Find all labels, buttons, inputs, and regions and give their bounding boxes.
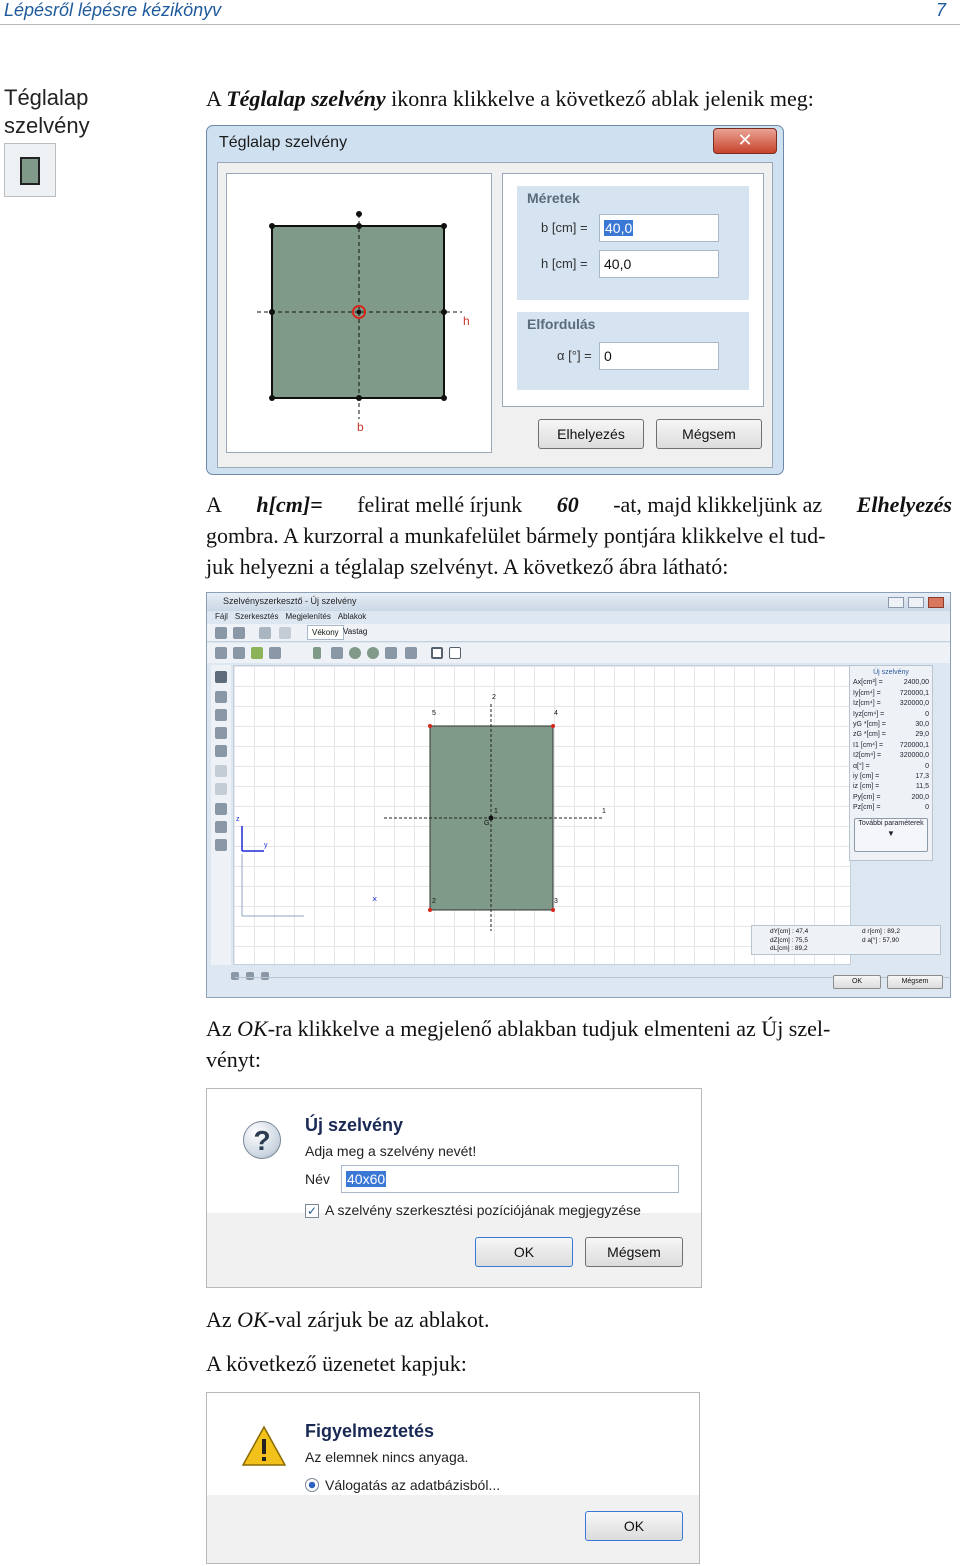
- ok-button[interactable]: OK: [585, 1511, 683, 1541]
- point-label-2: 2: [432, 898, 436, 905]
- solid-toggle-icon[interactable]: [449, 647, 461, 659]
- intro-text-2: ikonra klikkelve a következő ablak jelenik meg:: [385, 86, 814, 111]
- remember-position-checkbox[interactable]: ✓: [306, 1204, 318, 1218]
- layers-icon[interactable]: [215, 647, 227, 659]
- dialog-message: Az elemnek nincs anyaga.: [305, 1449, 469, 1465]
- app-titlebar: [207, 593, 950, 611]
- zoom-prev-icon[interactable]: [215, 783, 227, 795]
- measure-col-1: dY[cm] : 47,4 dZ[cm] : 75,5 dL[cm] : 89,2: [770, 928, 809, 952]
- preview-drawing: [227, 174, 491, 452]
- h-label: h [cm] =: [541, 256, 588, 271]
- tab-thin[interactable]: Vékony: [307, 625, 344, 640]
- property-label: I1 [cm⁴] =: [853, 741, 884, 749]
- svg-text:×: ×: [372, 894, 378, 904]
- place-button[interactable]: Elhelyezés: [538, 419, 644, 449]
- shape-dropdown-icon[interactable]: [405, 647, 417, 659]
- save-line2: vényt:: [206, 1047, 261, 1072]
- property-value: 320000,0: [899, 700, 929, 708]
- property-label: Iyz[cm⁴] =: [853, 710, 885, 718]
- section-library-icon[interactable]: [251, 647, 263, 659]
- move-icon[interactable]: [261, 972, 269, 980]
- property-row: [853, 782, 929, 792]
- axis-label-2: 2: [492, 694, 496, 701]
- fit-icon[interactable]: [246, 972, 254, 980]
- point-label-3: 3: [554, 898, 558, 905]
- left-toolbar: [211, 665, 231, 965]
- property-value: 2400,00: [903, 679, 929, 687]
- axis-z-label: z: [236, 816, 240, 823]
- centroid-axis-label: 1: [494, 808, 498, 815]
- ring-icon[interactable]: [367, 647, 379, 659]
- properties-panel: [849, 665, 933, 861]
- property-value: 720000,1: [899, 689, 929, 697]
- intro-paragraph: [206, 83, 814, 114]
- toolbar-top: [207, 624, 950, 642]
- pan-icon[interactable]: [215, 745, 227, 757]
- property-row: [853, 710, 929, 720]
- more-params-button[interactable]: [854, 818, 928, 852]
- app-cancel-button[interactable]: Mégsem: [887, 975, 943, 989]
- b-input[interactable]: 40,0: [599, 214, 719, 242]
- measurement-panel: [751, 925, 941, 955]
- warning-dialog: [206, 1392, 700, 1564]
- side-label-line2: szelvény: [4, 113, 90, 138]
- properties-list: [850, 678, 932, 813]
- property-value: 0: [925, 710, 929, 718]
- property-row: [853, 793, 929, 803]
- rectangle-section-icon: [4, 143, 56, 197]
- toolbar-shapes: [207, 643, 950, 663]
- side-label: [4, 84, 114, 140]
- undo-icon[interactable]: [259, 627, 271, 639]
- dialog-title: Téglalap szelvény: [219, 134, 348, 151]
- cancel-button[interactable]: Mégsem: [585, 1237, 683, 1267]
- property-row: [853, 720, 929, 730]
- name-input[interactable]: 40x60: [341, 1165, 679, 1193]
- menu-edit[interactable]: Szerkesztés: [234, 612, 279, 621]
- property-row: [853, 803, 929, 813]
- point-label-5: 5: [432, 710, 436, 717]
- properties-title: Új szelvény: [873, 669, 909, 676]
- property-value: 200,0: [911, 793, 929, 801]
- property-label: α[°] =: [853, 762, 870, 770]
- property-label: yG *[cm] =: [853, 721, 886, 729]
- property-row: [853, 678, 929, 688]
- property-label: Ax[cm²] =: [853, 679, 883, 687]
- save-line1: Az OK -ra klikkelve a megjelenő ablakban tudjuk elmenteni az Új szel-: [206, 1016, 831, 1041]
- h-dimension-label: h: [463, 314, 470, 328]
- property-value: 30,0: [915, 721, 929, 729]
- question-icon: ?: [243, 1121, 281, 1159]
- alpha-label: α [°] =: [557, 348, 592, 363]
- preview-canvas: [226, 173, 492, 453]
- property-label: zG *[cm] =: [853, 731, 886, 739]
- close-icon[interactable]: [928, 597, 944, 608]
- property-label: I2[cm⁴] =: [853, 752, 882, 760]
- dimensions-title: Méretek: [527, 190, 580, 206]
- ok-button[interactable]: OK: [475, 1237, 573, 1267]
- property-value: 0: [925, 804, 929, 812]
- property-value: 11,5: [915, 783, 929, 791]
- h-input[interactable]: 40,0: [599, 250, 719, 278]
- measure-col-2: d r[cm] : 89,2 d a[°] : 57,90: [862, 928, 900, 944]
- property-label: iy [cm] =: [853, 773, 880, 781]
- property-label: iz [cm] =: [853, 783, 880, 791]
- wrench-icon[interactable]: [215, 839, 227, 851]
- property-label: Iz[cm⁴] =: [853, 700, 881, 708]
- axis-y-label: y: [264, 842, 268, 849]
- intro-emph: Téglalap szelvény: [226, 86, 386, 111]
- maximize-icon[interactable]: [908, 597, 924, 608]
- property-value: 720000,1: [899, 741, 929, 749]
- property-row: [853, 730, 929, 740]
- b-label: b [cm] =: [541, 220, 588, 235]
- save-paragraph: [206, 1013, 952, 1075]
- zoom-area-icon[interactable]: [215, 765, 227, 777]
- checkbox-label: A szelvény szerkesztési pozíciójának megjegyzése: [325, 1202, 641, 1218]
- point-label-4: 4: [554, 710, 558, 717]
- workspace-canvas[interactable]: [233, 665, 851, 965]
- print-icon[interactable]: [215, 627, 227, 639]
- property-row: [853, 741, 929, 751]
- menu-file[interactable]: Fájl: [215, 612, 228, 621]
- instruction-line2: gombra. A kurzorral a munkafelület bármely pontjára klikkelve el tud-: [206, 523, 826, 548]
- axis-label-1: 1: [602, 808, 606, 815]
- warning-icon: [241, 1425, 287, 1467]
- property-label: Pz[cm] =: [853, 804, 881, 812]
- menu-windows[interactable]: Ablakok: [337, 612, 367, 621]
- alpha-input[interactable]: 0: [599, 342, 719, 370]
- property-row: [853, 772, 929, 782]
- instruction-line3: juk helyezni a téglalap szelvényt. A következő ábra látható:: [206, 554, 729, 579]
- close-button[interactable]: ✕: [713, 128, 777, 154]
- property-row: [853, 689, 929, 699]
- text-icon[interactable]: [215, 821, 227, 833]
- dialog-title: Figyelmeztetés: [305, 1421, 435, 1441]
- circle-icon[interactable]: [349, 647, 361, 659]
- zoom-icon[interactable]: [231, 972, 239, 980]
- app-ok-button[interactable]: OK: [833, 975, 881, 989]
- instruction-paragraph: [206, 489, 952, 582]
- chevron-down-icon: ▼: [887, 829, 895, 839]
- parameters-panel: [502, 173, 764, 407]
- property-value: 17,3: [915, 773, 929, 781]
- side-label-line1: Téglalap: [4, 85, 89, 110]
- rotation-group: [517, 312, 749, 390]
- window-controls[interactable]: [888, 595, 944, 607]
- radio-label: Válogatás az adatbázisból...: [325, 1477, 501, 1493]
- header-title: Lépésről lépésre kézikönyv: [4, 0, 222, 20]
- b-dimension-label: b: [357, 420, 364, 434]
- tab-thick[interactable]: Vastag: [343, 627, 368, 636]
- redo-icon[interactable]: [279, 627, 291, 639]
- property-value: 320000,0: [899, 752, 929, 760]
- property-value: 0: [925, 762, 929, 770]
- dimension-icon[interactable]: [215, 803, 227, 815]
- instruction-line1: A h[cm]= felirat mellé írjunk 60 -at, majd klikkeljünk az Elhelyezés: [206, 492, 952, 517]
- close-paragraph: Az OK-val zárjuk be az ablakot.: [206, 1307, 490, 1332]
- dialog-body: [217, 162, 773, 468]
- minimize-icon[interactable]: [888, 597, 904, 608]
- rotation-title: Elfordulás: [527, 316, 596, 332]
- property-row: [853, 699, 929, 709]
- status-icons: [231, 967, 331, 977]
- new-section-dialog: [206, 1088, 702, 1288]
- workspace-drawing: [234, 666, 850, 964]
- material-icon[interactable]: [233, 647, 245, 659]
- rectangle-section-dialog: [206, 125, 784, 475]
- more-params-label: További paraméterek: [858, 820, 924, 827]
- page-number: 7: [935, 0, 946, 20]
- app-menubar: [215, 612, 373, 621]
- property-row: [853, 762, 929, 772]
- centroid-label: G: [484, 820, 490, 827]
- name-label: Név: [305, 1171, 330, 1187]
- cursor-icon[interactable]: [215, 671, 227, 683]
- polygon-icon[interactable]: [385, 647, 397, 659]
- property-label: Py[cm] =: [853, 793, 881, 801]
- menu-view[interactable]: Megjelenítés: [285, 612, 331, 621]
- zoom-in-icon[interactable]: [215, 691, 227, 703]
- intro-text-1: A: [206, 86, 227, 111]
- thin-wall-toggle-icon[interactable]: [431, 647, 443, 659]
- header-rule: [0, 24, 960, 25]
- app-title: Szelvényszerkesztő - Új szelvény: [223, 596, 357, 606]
- message-paragraph: A következő üzenetet kapjuk:: [206, 1351, 467, 1376]
- zoom-out-icon[interactable]: [215, 709, 227, 721]
- rectangle-icon[interactable]: [313, 647, 321, 659]
- zoom-fit-icon[interactable]: [215, 727, 227, 739]
- cancel-button[interactable]: Mégsem: [656, 419, 762, 449]
- i-beam-icon[interactable]: [269, 647, 281, 659]
- property-row: [853, 751, 929, 761]
- dimensions-group: [517, 186, 749, 300]
- i-section-icon[interactable]: [331, 647, 343, 659]
- section-editor-window: [206, 592, 951, 998]
- save-icon[interactable]: [233, 627, 245, 639]
- property-label: Iy[cm⁴] =: [853, 689, 881, 697]
- property-value: 29,0: [915, 731, 929, 739]
- dialog-prompt: Adja meg a szelvény nevét!: [305, 1143, 477, 1159]
- database-radio[interactable]: [305, 1478, 319, 1492]
- dialog-title: Új szelvény: [305, 1115, 404, 1135]
